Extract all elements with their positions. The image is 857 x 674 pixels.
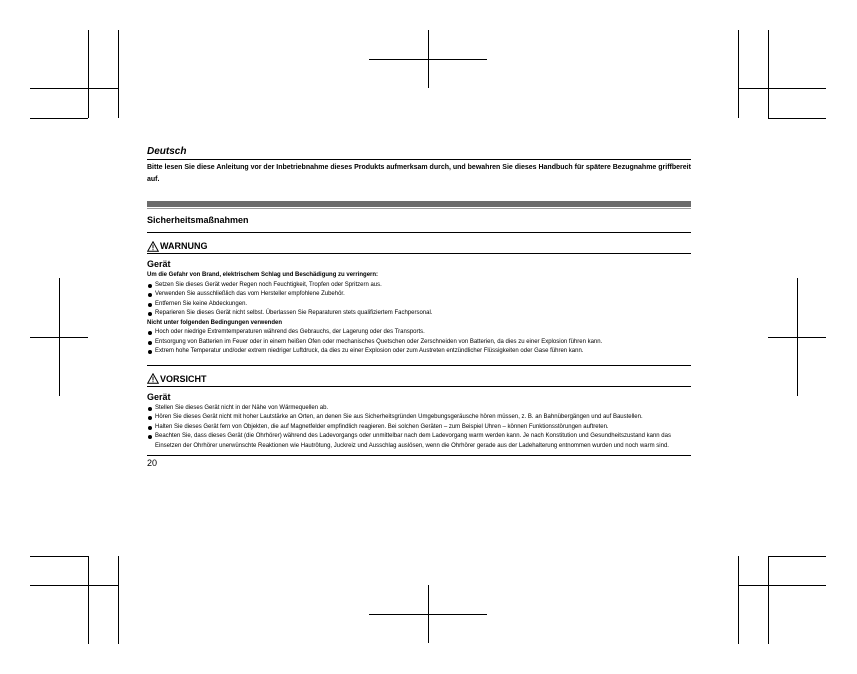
safety-title: Sicherheitsmaßnahmen (147, 215, 249, 225)
crop-mark (30, 585, 118, 586)
crop-mark (738, 585, 826, 586)
list-item: Stellen Sie dieses Gerät nicht in der Nähe von Wärmequellen ab. (147, 404, 691, 414)
warning-list (147, 281, 691, 319)
list-item: Halten Sie dieses Gerät fern von Objekten, die auf Magnetfelder empfindlich reagieren. Bei solchen Geräten – zum Beispiel Uhren – können Funktionsstörungen auftreten. (147, 423, 691, 433)
crop-mark (768, 118, 826, 119)
conditions-list (147, 328, 691, 357)
caution-triangle-icon (147, 373, 159, 384)
divider (147, 455, 691, 456)
conditions-title: Nicht unter folgenden Bedingungen verwenden (147, 319, 283, 326)
registration-mark (768, 337, 826, 338)
list-item: Entfernen Sie keine Abdeckungen. (147, 300, 691, 310)
divider (147, 208, 691, 209)
registration-mark (369, 614, 487, 615)
warning-lead: Um die Gefahr von Brand, elektrischem Schlag und Beschädigung zu verringern: (147, 272, 379, 278)
crop-mark (30, 88, 118, 89)
list-item: Beachten Sie, dass dieses Gerät (die Ohrhörer) während des Ladevorgangs oder unmittelbar nach dem Ladevorgang warm werden kann. Je nach Konstitution und Gesundheitszustand kann das Einsetzen der Ohrhörer unerwünschte Reaktionen wie Hautrötung, Juckreiz und Ausschlag auslösen, wenn die Ohrhörer gerade aus der Ladehalterung entnommen wurden und noch warm sind. (147, 432, 691, 451)
intro-text: Bitte lesen Sie diese Anleitung vor der Inbetriebnahme dieses Produkts aufmerksam durch, und bewahren Sie dieses Handbuch für spätere Bezugnahme griffbereit auf. (147, 164, 691, 183)
crop-mark (88, 30, 89, 118)
divider (147, 386, 691, 387)
crop-mark (118, 30, 119, 118)
crop-mark (118, 556, 119, 644)
caution-label: VORSICHT (160, 373, 207, 384)
page-number: 20 (147, 458, 158, 468)
caution-list (147, 404, 691, 452)
divider (147, 253, 691, 254)
divider (147, 232, 691, 233)
divider (147, 365, 691, 366)
crop-mark (738, 30, 739, 118)
caution-subhead: Gerät (147, 391, 171, 402)
list-item: Hören Sie dieses Gerät nicht mit hoher Lautstärke an Orten, an denen Sie aus Sicherheitsgründen Umgebungsgeräusche hören müssen, z. B. an Bahnübergängen und auf Baustellen. (147, 413, 691, 423)
crop-mark (768, 30, 769, 118)
crop-mark (738, 556, 739, 644)
registration-mark (30, 337, 88, 338)
crop-mark (30, 118, 88, 119)
registration-mark (369, 59, 487, 60)
list-item: Extrem hohe Temperatur und/oder extrem niedriger Luftdruck, da dies zu einer Explosion oder zum Austreten entzündlicher Flüssigkeiten oder Gase führen kann. (147, 347, 691, 357)
warning-label: WARNUNG (160, 241, 208, 251)
crop-mark (88, 556, 89, 644)
crop-mark (768, 556, 826, 557)
warning-heading (147, 239, 691, 253)
crop-mark (768, 556, 769, 644)
list-item: Reparieren Sie dieses Gerät nicht selbst. Überlassen Sie Reparaturen stets qualifiziertem Fachpersonal. (147, 309, 691, 319)
page-content (147, 141, 691, 469)
crop-mark (30, 556, 88, 557)
warning-triangle-icon (147, 241, 159, 252)
crop-mark (738, 88, 826, 89)
list-item: Hoch oder niedrige Extremtemperaturen während des Gebrauchs, der Lagerung oder des Transports. (147, 328, 691, 338)
language-heading: Deutsch (147, 146, 187, 157)
list-item: Entsorgung von Batterien im Feuer oder in einem heißen Ofen oder mechanisches Quetschen oder Zerschneiden von Batterien, da dies zu einer Explosion führen kann. (147, 338, 691, 348)
list-item: Setzen Sie dieses Gerät weder Regen noch Feuchtigkeit, Tropfen oder Spritzern aus. (147, 281, 691, 291)
warning-subhead: Gerät (147, 259, 171, 269)
caution-heading (147, 372, 691, 386)
divider (147, 159, 691, 160)
list-item: Verwenden Sie ausschließlich das vom Hersteller empfohlene Zubehör. (147, 290, 691, 300)
